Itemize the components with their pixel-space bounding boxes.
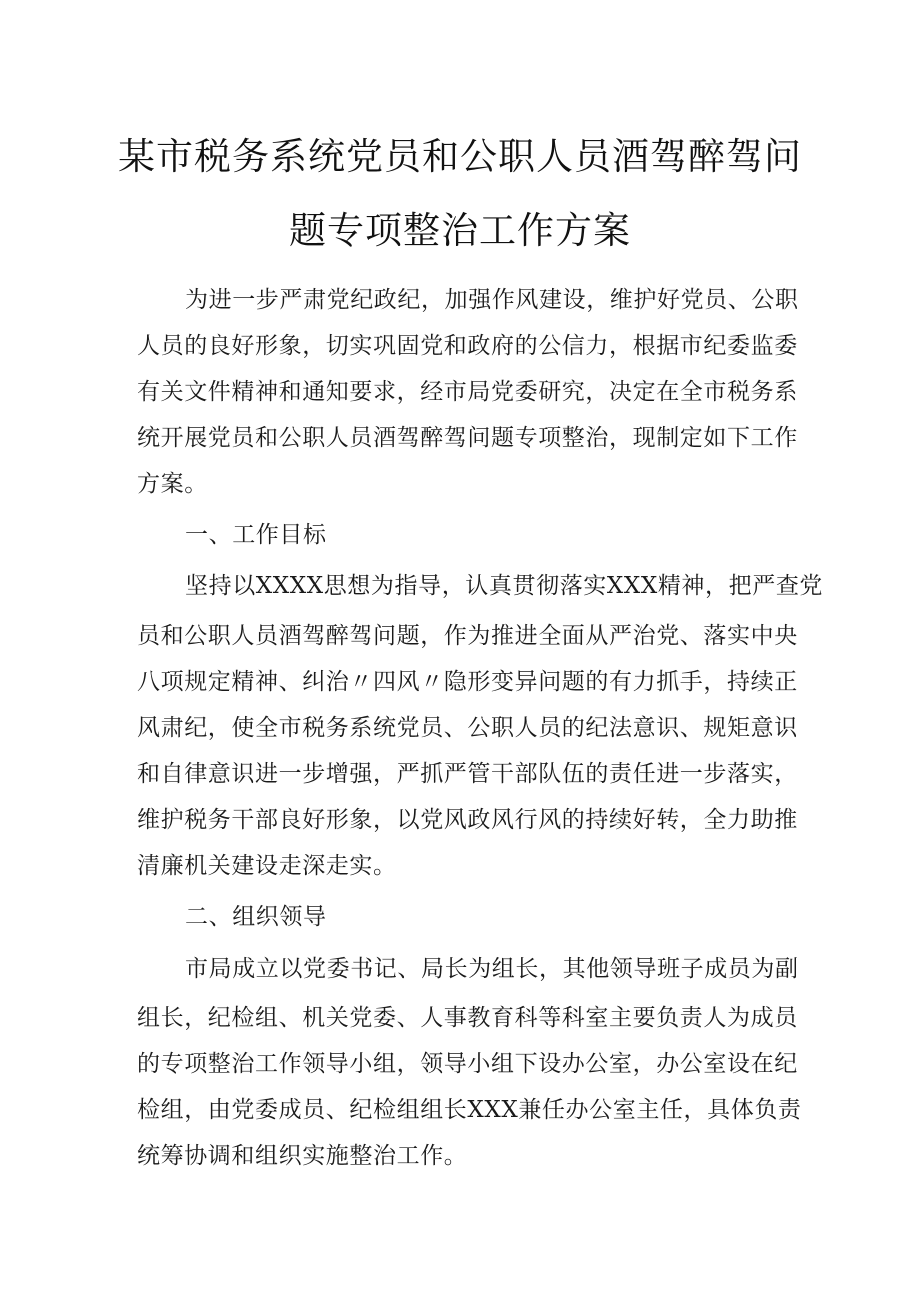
document-title-line-2: 题专项整治工作方案	[289, 209, 631, 252]
intro-line: 统开展党员和公职人员酒驾醉驾问题专项整治，现制定如下工作	[137, 425, 798, 451]
organization-line: 组长，纪检组、机关党委、人事教育科等科室主要负责人为成员	[137, 1005, 798, 1031]
goals-line: 维护税务干部良好形象，以党风政风行风的持续好转，全力助推	[137, 807, 798, 833]
document-title-line-1: 某市税务系统党员和公职人员酒驾醉驾问	[118, 135, 802, 178]
organization-line: 检组，由党委成员、纪检组组长XXX兼任办公室主任，具体负责	[137, 1097, 802, 1123]
goals-line: 八项规定精神、纠治〃四风〃隐形变异问题的有力抓手，持续正	[137, 669, 798, 695]
organization-line: 统筹协调和组织实施整治工作。	[137, 1143, 468, 1169]
intro-line: 人员的良好形象，切实巩固党和政府的公信力，根据市纪委监委	[137, 333, 798, 359]
intro-line: 有关文件精神和通知要求，经市局党委研究，决定在全市税务系	[137, 379, 798, 405]
intro-line: 为进一步严肃党纪政纪，加强作风建设，维护好党员、公职	[185, 287, 799, 313]
goals-line: 风肃纪，使全市税务系统党员、公职人员的纪法意识、规矩意识	[137, 715, 798, 741]
section-heading-organization: 二、组织领导	[185, 904, 327, 930]
organization-line: 市局成立以党委书记、局长为组长，其他领导班子成员为副	[185, 956, 799, 982]
goals-line: 和自律意识进一步增强，严抓严管干部队伍的责任进一步落实，	[137, 761, 798, 787]
goals-line: 员和公职人员酒驾醉驾问题，作为推进全面从严治党、落实中央	[137, 623, 798, 649]
goals-line: 清廉机关建设走深走实。	[137, 853, 397, 879]
goals-line: 坚持以XXXX思想为指导，认真贯彻落实XXX精神，把严查党	[185, 573, 824, 599]
intro-line: 方案。	[137, 471, 208, 497]
organization-line: 的专项整治工作领导小组，领导小组下设办公室，办公室设在纪	[137, 1051, 798, 1077]
section-heading-goals: 一、工作目标	[185, 522, 327, 548]
